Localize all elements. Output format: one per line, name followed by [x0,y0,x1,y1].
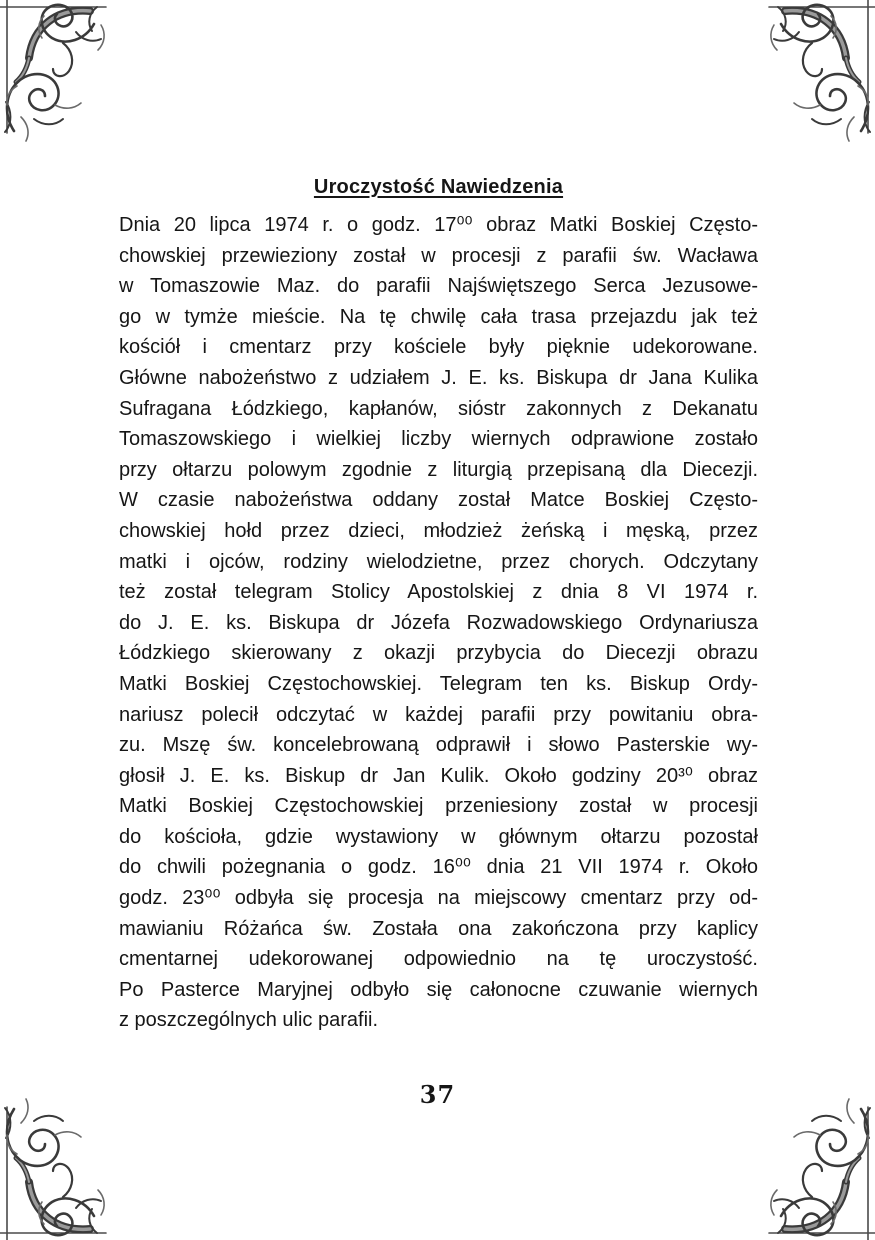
body-line: matki i ojców, rodziny wielodzietne, przez chorych. Odczytany [119,550,758,573]
body-line: Matki Boskiej Częstochowskiej. Telegram ten ks. Biskup Ordy- [119,672,758,695]
body-line: do kościoła, gdzie wystawiony w głównym ołtarzu pozostał [119,825,758,848]
body-line: do J. E. ks. Biskupa dr Józefa Rozwadowskiego Ordynariusza [119,611,758,634]
body-line: Łódzkiego skierowany z okazji przybycia do Diecezji obrazu [119,642,758,665]
body-line: Dnia 20 lipca 1974 r. o godz. 17⁰⁰ obraz Matki Boskiej Często- [119,214,758,236]
body-line: w Tomaszowie Maz. do parafii Najświętszego Serca Jezusowe- [119,275,758,298]
corner-ornament-top-left-icon [0,0,112,146]
corner-ornament-top-right-icon [763,0,875,146]
body-line: Główne nabożeństwo z udziałem J. E. ks. Biskupa dr Jana Kulika [119,366,758,389]
page-number: 37 [419,1080,456,1109]
body-line: też został telegram Stolicy Apostolskiej z dnia 8 VI 1974 r. [119,581,758,604]
body-line: do chwili pożegnania o godz. 16⁰⁰ dnia 21 VII 1974 r. Około [119,856,758,879]
body-line: głosił J. E. ks. Biskup dr Jan Kulik. Około godziny 20³⁰ obraz [119,764,758,787]
body-line: mawianiu Różańca św. Została ona zakończona przy kaplicy [119,917,758,940]
corner-ornament-bottom-left-icon [0,1094,112,1240]
body-line: Matki Boskiej Częstochowskiej przeniesiony został w procesji [119,795,758,818]
body-line: zu. Mszę św. koncelebrowaną odprawił i słowo Pasterskie wy- [119,734,758,757]
body-line: z poszczególnych ulic parafii. [119,1009,379,1032]
body-line: kościół i cmentarz przy kościele były pięknie udekorowane. [119,336,758,359]
corner-ornament-bottom-right-icon [763,1094,875,1240]
body-line: Sufragana Łódzkiego, kapłanów, sióstr zakonnych z Dekanatu [119,397,758,420]
body-text [119,210,758,1036]
body-line: chowskiej przewieziony został w procesji z parafii św. Wacława [119,244,758,267]
body-line: przy ołtarzu polowym zgodnie z liturgią przepisaną dla Diecezji. [119,458,758,481]
body-line: go w tymże mieście. Na tę chwilę cała trasa przejazdu jak też [119,305,758,328]
body-line: Po Pasterce Maryjnej odbyło się całonocne czuwanie wiernych [119,978,758,1001]
body-line: Tomaszowskiego i wielkiej liczby wiernych odprawione zostało [119,428,758,451]
body-line: chowskiej hołd przez dzieci, młodzież żeńską i męską, przez [119,519,758,542]
body-line: W czasie nabożeństwa oddany został Matce Boskiej Często- [119,489,758,512]
body-line: cmentarnej udekorowanej odpowiednio na tę uroczystość. [119,948,758,971]
body-line: nariusz polecił odczytać w każdej parafii przy powitaniu obra- [119,703,758,726]
page-title: Uroczystość Nawiedzenia [313,176,564,198]
body-line: godz. 23⁰⁰ odbyła się procesja na miejscowy cmentarz przy od- [119,887,758,910]
